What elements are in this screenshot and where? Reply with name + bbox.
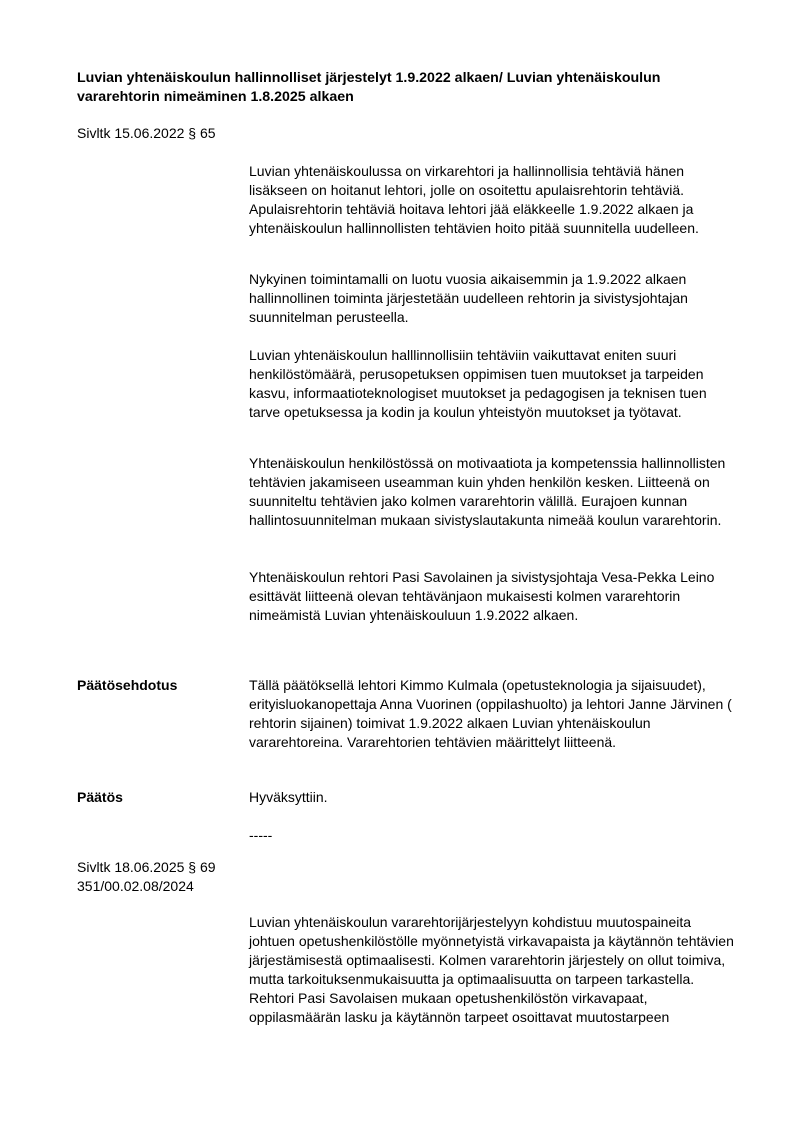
intro-paragraph: Yhtenäiskoulun henkilöstössä on motivaatiota ja kompetenssia hallinnollisten tehtävien jakamiseen useamman kuin yhden henkilön kesken. Liitteenä on suunniteltu tehtävien jako kolmen vararehtorin välillä. Eurajoen kunnan hallintosuunnitelman mukaan sivistyslautakunta nimeää koulun vararehtorin.	[249, 455, 726, 528]
document-title: Luvian yhtenäiskoulun hallinnolliset järjestelyt 1.9.2022 alkaen/ Luvian yhtenäiskoulun vararehtorin nimeäminen 1.8.2025 alkaen	[77, 70, 661, 105]
section-separator: -----	[249, 827, 273, 843]
meeting-reference-2025: Sivltk 18.06.2025 § 69	[77, 859, 216, 875]
decision-label: Päätös	[77, 789, 123, 805]
proposal-text: Tällä päätöksellä lehtori Kimmo Kulmala (opetusteknologia ja sijaisuudet), erityisluokanopettaja Anna Vuorinen (oppilashuolto) ja lehtori Janne Järvinen ( rehtorin sijainen) toimivat 1.9.2022 alkaen Luvian yhtenäiskoulun vararehtoreina. Vararehtorien tehtävien määrittelyt liitteenä.	[249, 677, 732, 750]
intro-paragraph: Yhtenäiskoulun rehtori Pasi Savolainen ja sivistysjohtaja Vesa-Pekka Leino esittävät liitteenä olevan tehtävänjaon mukaisesti kolmen vararehtorin nimeämistä Luvian yhtenäiskouluun 1.9.2022 alkaen.	[249, 569, 715, 623]
meeting-reference-2022: Sivltk 15.06.2022 § 65	[77, 125, 216, 141]
decision-text: Hyväksyttiin.	[249, 789, 328, 805]
intro-paragraph: Luvian yhtenäiskoulussa on virkarehtori ja hallinnollisia tehtäviä hänen lisäkseen on hoitanut lehtori, jolle on osoitettu apulaisrehtorin tehtäviä. Apulaisrehtorin tehtäviä hoitava lehtori jää eläkkeelle 1.9.2022 alkaen ja yhtenäiskoulun hallinnollisten tehtävien hoito pitää suunnitella uudelleen.	[249, 163, 699, 236]
intro-paragraph: Luvian yhtenäiskoulun halllinnollisiin tehtäviin vaikuttavat eniten suuri henkilöstömäärä, perusopetuksen oppimisen tuen muutokset ja tarpeiden kasvu, informaatioteknologiset muutokset ja pedagogisen ja teknisen tuen tarve opetuksessa ja kodin ja koulun yhteistyön muutokset ja työtavat.	[249, 347, 707, 420]
final-paragraph: Luvian yhtenäiskoulun vararehtorijärjestelyyn kohdistuu muutospaineita johtuen opetushenkilöstölle myönnetyistä virkavapaista ja käytännön tehtävien järjestämisestä optimaalisesti. Kolmen vararehtorin järjestely on ollut toimiva, mutta tarkoituksenmukaisuutta ja optimaalisuutta on tarpeen tarkastella. Rehtori Pasi Savolaisen mukaan opetushenkilöstön virkavapaat, oppilasmäärän lasku ja käytännön tarpeet osoittavat muutostarpeen	[249, 914, 734, 1025]
intro-paragraph: Nykyinen toimintamalli on luotu vuosia aikaisemmin ja 1.9.2022 alkaen hallinnollinen toiminta järjestetään uudelleen rehtorin ja sivistysjohtajan suunnitelman perusteella.	[249, 271, 688, 325]
proposal-label: Päätösehdotus	[77, 677, 178, 693]
case-number: 351/00.02.08/2024	[77, 878, 194, 894]
